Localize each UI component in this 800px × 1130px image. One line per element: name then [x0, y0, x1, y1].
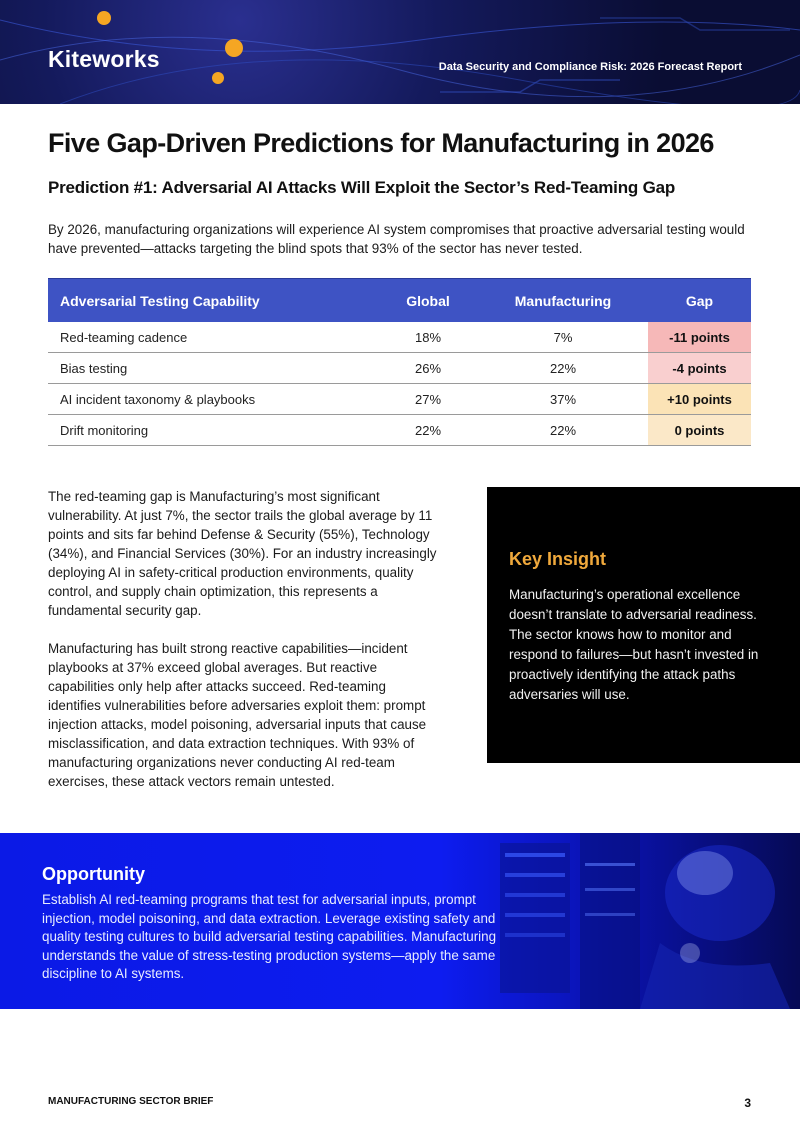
table-header-row	[48, 279, 751, 323]
cell-capability: AI incident taxonomy & playbooks	[48, 384, 378, 415]
key-insight-box	[487, 487, 800, 763]
body-paragraph-1: The red-teaming gap is Manufacturing’s most significant vulnerability. At just 7%, the sector trails the global average by 11 points and sits far behind Defense & Security (55%), Technology (34%), and Financial Services (30%). For an industry increasingly deploying AI in safety-critical production environments, quality control, and supply chain optimization, this represents a fundamental security gap.	[48, 489, 437, 618]
header-global: Global	[378, 279, 478, 323]
cell-global: 18%	[378, 322, 478, 353]
cell-global: 22%	[378, 415, 478, 446]
glow-dot-3	[212, 72, 224, 84]
intro-paragraph: By 2026, manufacturing organizations will experience AI system compromises that proactive adversarial testing would have prevented—attacks targeting the blind spots that 93% of the sector has never tested.	[48, 222, 745, 256]
capability-table	[48, 278, 751, 446]
table-row	[48, 353, 751, 384]
table-row	[48, 384, 751, 415]
cell-manufacturing: 22%	[478, 415, 648, 446]
footer-label: MANUFACTURING SECTOR BRIEF	[48, 1096, 214, 1107]
header-manufacturing: Manufacturing	[478, 279, 648, 323]
key-insight-title: Key Insight	[509, 549, 607, 569]
body-text	[48, 487, 438, 810]
cell-gap: -11 points	[648, 322, 751, 353]
glow-dot-2	[225, 39, 243, 57]
page-title: Five Gap-Driven Predictions for Manufacturing in 2026	[48, 128, 714, 158]
header-capability: Adversarial Testing Capability	[48, 279, 378, 323]
header-banner	[0, 0, 800, 104]
cell-global: 26%	[378, 353, 478, 384]
prediction-heading: Prediction #1: Adversarial AI Attacks Will Exploit the Sector’s Red-Teaming Gap	[48, 178, 676, 197]
cell-gap: 0 points	[648, 415, 751, 446]
glow-dot-1	[97, 11, 111, 25]
kiteworks-logo: Kiteworks	[48, 46, 160, 72]
cell-manufacturing: 22%	[478, 353, 648, 384]
cell-capability: Drift monitoring	[48, 415, 378, 446]
header-gap: Gap	[648, 279, 751, 323]
opportunity-title: Opportunity	[42, 864, 145, 884]
cell-capability: Bias testing	[48, 353, 378, 384]
body-paragraph-2: Manufacturing has built strong reactive capabilities—incident playbooks at 37% exceed global averages. But reactive capabilities only help after attacks succeed. Red-teaming identifies vulnerabilities before adversaries exploit them: prompt injection attacks, model poisoning, adversarial inputs that cause misclassification, and data extraction techniques. With 93% of manufacturing organizations never conducting AI red-team exercises, these attack vectors remain untested.	[48, 641, 427, 789]
cell-global: 27%	[378, 384, 478, 415]
cell-manufacturing: 37%	[478, 384, 648, 415]
cell-manufacturing: 7%	[478, 322, 648, 353]
report-title: Data Security and Compliance Risk: 2026 Forecast Report	[438, 61, 742, 73]
cell-capability: Red-teaming cadence	[48, 322, 378, 353]
table-row	[48, 415, 751, 446]
table-row	[48, 322, 751, 353]
page-number: 3	[744, 1096, 751, 1110]
cell-gap: +10 points	[648, 384, 751, 415]
opportunity-banner	[0, 833, 800, 1009]
cell-gap: -4 points	[648, 353, 751, 384]
opportunity-text: Establish AI red-teaming programs that test for adversarial inputs, prompt injection, model poisoning, and data extraction. Leverage existing safety and quality testing cultures to build adversarial testing capabilities. Manufacturing understands the value of stress-testing production systems—apply the same discipline to AI systems.	[42, 892, 497, 981]
key-insight-text: Manufacturing’s operational excellence doesn’t translate to adversarial readiness. The sector knows how to monitor and respond to failures—but hasn’t invested in proactively identifying the attack paths adversaries will use.	[509, 587, 759, 702]
